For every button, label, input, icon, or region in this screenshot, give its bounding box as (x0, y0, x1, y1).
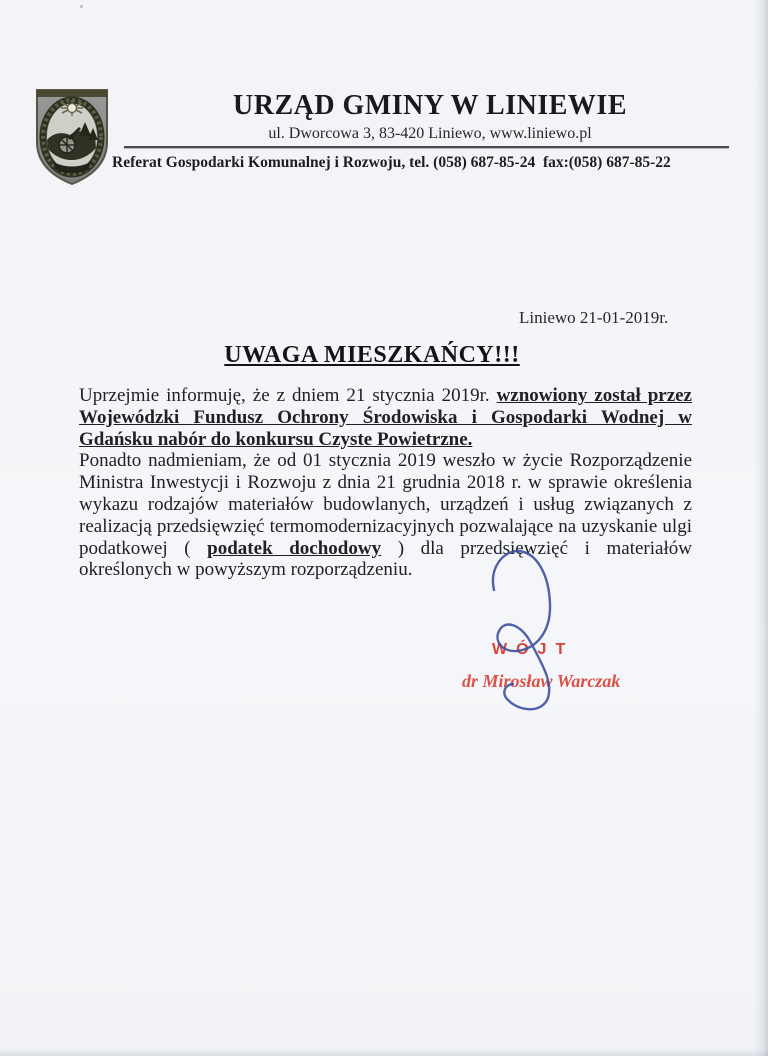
paragraph-2-text-start: Ponadto nadmieniam, że od 01 stycznia 2019 weszło w życie Rozporządzenie Ministra Inwestycji i Rozwoju z dnia 21 grudnia 2018 r. w sprawie określenia wykazu rodzajów materiałów budowlanych, urządzeń i usług związanych z realizacją przedsięwzięć termomodernizacyjnych pozwalające na uzyskanie ulgi podatkowej ( (79, 450, 692, 559)
paragraph-1-emphasis: wznowiony został przez Wojewódzki Fundusz Ochrony Środowiska i Gospodarki Wodnej w Gdańsku nabór do konkursu Czyste Powietrzne. (79, 385, 692, 450)
paragraph-2-text-end: ) dla przedsięwzięć i materiałów określonych w powyższym rozporządzeniu. (79, 537, 692, 581)
org-address: ul. Dworcowa 3, 83-420 Liniewo, www.liniewo.pl (268, 125, 592, 142)
org-name: URZĄD GMINY W LINIEWIE (233, 90, 627, 121)
paragraph-1-text: Uprzejmie informuję, że z dniem 21 stycznia 2019r. (79, 385, 497, 406)
notice-title: UWAGA MIESZKAŃCY!!! (224, 342, 520, 368)
signature-role-stamp: WÓJT (492, 641, 575, 658)
signature-name-stamp: dr Mirosław Warczak (462, 671, 621, 691)
date-line: Liniewo 21-01-2019r. (519, 308, 669, 327)
paragraph-2-emphasis: podatek dochodowy (207, 537, 382, 559)
department-line: Referat Gospodarki Komunalnej i Rozwoju, tel. (058) 687-85-24 fax:(058) 687-85-22 (112, 154, 671, 171)
